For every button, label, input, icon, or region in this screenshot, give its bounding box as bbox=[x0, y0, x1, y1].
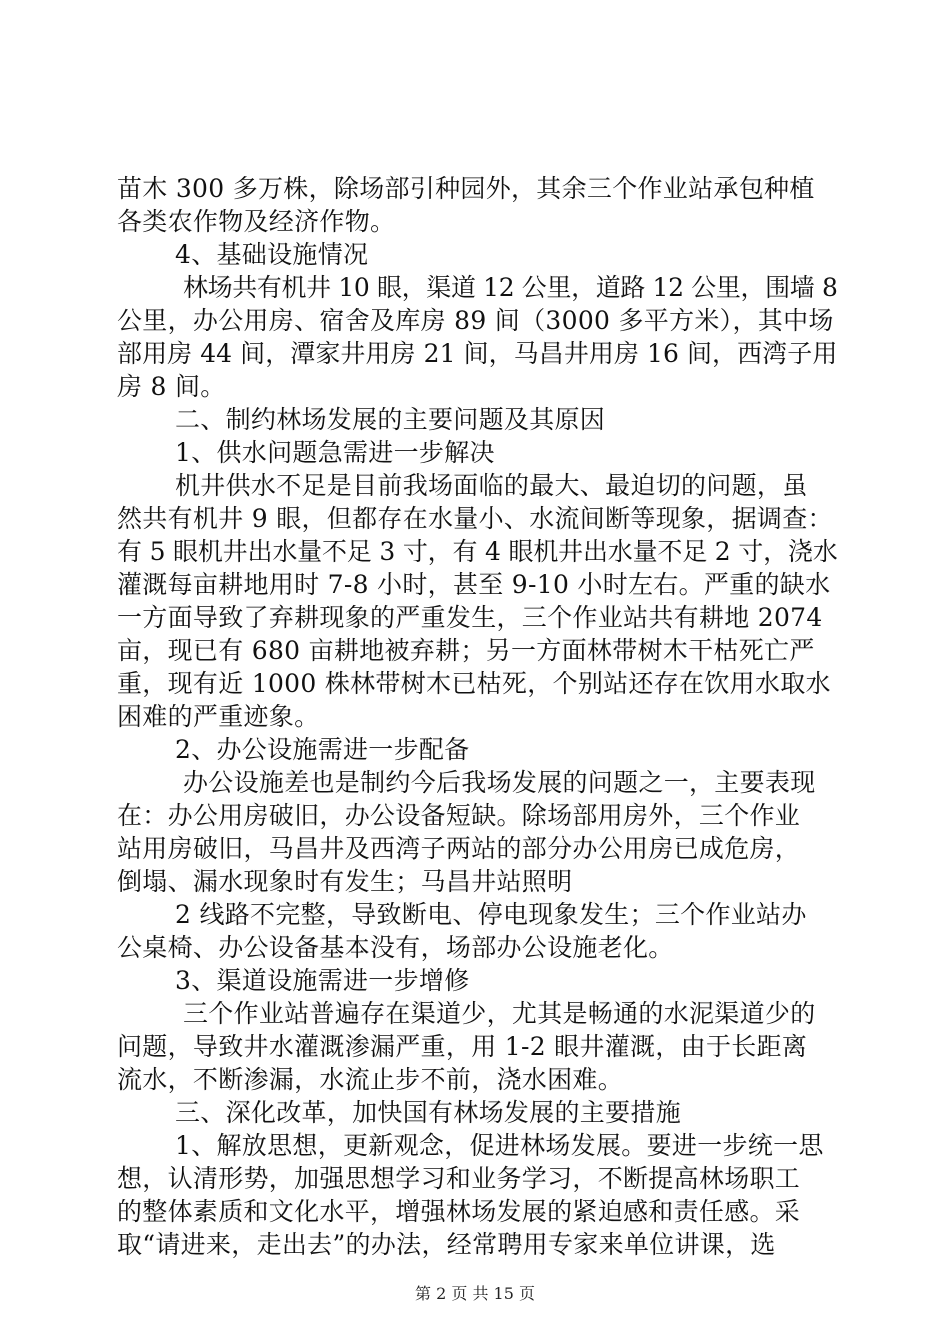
text-line: 2 线路不完整，导致断电、停电现象发生；三个作业站办 bbox=[175, 900, 807, 929]
text-line: 亩，现已有 680 亩耕地被弃耕；另一方面林带树木干枯死亡严 bbox=[117, 636, 815, 665]
section-heading: 3、渠道设施需进一步增修 bbox=[175, 966, 470, 995]
section-heading: 1、供水问题急需进一步解决 bbox=[175, 438, 495, 467]
text-line: 公里，办公用房、宿舍及库房 89 间（3000 多平方米），其中场 bbox=[117, 306, 834, 335]
text-line: 房 8 间。 bbox=[117, 372, 226, 401]
text-line: 取“请进来，走出去”的办法，经常聘用专家来单位讲课，选 bbox=[117, 1230, 776, 1259]
text-line: 然共有机井 9 眼，但都存在水量小、水流间断等现象，据调查： bbox=[117, 504, 833, 533]
text-line: 问题，导致井水灌溉渗漏严重，用 1-2 眼井灌溉，由于长距离 bbox=[117, 1032, 808, 1061]
text-line: 站用房破旧，马昌井及西湾子两站的部分办公用房已成危房， bbox=[117, 834, 801, 863]
text-line: 有 5 眼机井出水量不足 3 寸，有 4 眼机井出水量不足 2 寸，浇水 bbox=[117, 537, 838, 566]
text-line: 在：办公用房破旧，办公设备短缺。除场部用房外，三个作业 bbox=[117, 801, 801, 830]
text-line: 困难的严重迹象。 bbox=[117, 702, 320, 731]
text-line: 倒塌、漏水现象时有发生；马昌井站照明 bbox=[117, 867, 573, 896]
section-heading: 4、基础设施情况 bbox=[175, 240, 369, 269]
text-line: 办公设施差也是制约今后我场发展的问题之一，主要表现 bbox=[183, 768, 816, 797]
text-line: 1、解放思想，更新观念，促进林场发展。要进一步统一思 bbox=[175, 1131, 824, 1160]
text-line: 重，现有近 1000 株林带树木已枯死，个别站还存在饮用水取水 bbox=[117, 669, 831, 698]
text-line: 的整体素质和文化水平，增强林场发展的紧迫感和责任感。采 bbox=[117, 1197, 801, 1226]
text-line: 苗木 300 多万株，除场部引种园外，其余三个作业站承包种植 bbox=[117, 174, 815, 203]
text-line: 想，认清形势，加强思想学习和业务学习，不断提高林场职工 bbox=[117, 1164, 801, 1193]
section-heading: 二、制约林场发展的主要问题及其原因 bbox=[175, 405, 606, 434]
text-line: 流水，不断渗漏，水流止步不前，浇水困难。 bbox=[117, 1065, 624, 1094]
text-line: 各类农作物及经济作物。 bbox=[117, 207, 396, 236]
text-line: 灌溉每亩耕地用时 7-8 小时，甚至 9-10 小时左右。严重的缺水 bbox=[117, 570, 831, 599]
text-line: 三个作业站普遍存在渠道少，尤其是畅通的水泥渠道少的 bbox=[183, 999, 816, 1028]
text-line: 一方面导致了弃耕现象的严重发生，三个作业站共有耕地 2074 bbox=[117, 603, 823, 632]
text-line: 公桌椅、办公设备基本没有，场部办公设施老化。 bbox=[117, 933, 674, 962]
text-line: 林场共有机井 10 眼，渠道 12 公里，道路 12 公里，围墙 8 bbox=[183, 273, 838, 302]
text-line: 机井供水不足是目前我场面临的最大、最迫切的问题，虽 bbox=[175, 471, 808, 500]
page-number-footer: 第 2 页 共 15 页 bbox=[415, 1284, 535, 1303]
section-heading: 三、深化改革，加快国有林场发展的主要措施 bbox=[175, 1098, 682, 1127]
section-heading: 2、办公设施需进一步配备 bbox=[175, 735, 470, 764]
text-line: 部用房 44 间，潭家井用房 21 间，马昌井用房 16 间，西湾子用 bbox=[117, 339, 838, 368]
